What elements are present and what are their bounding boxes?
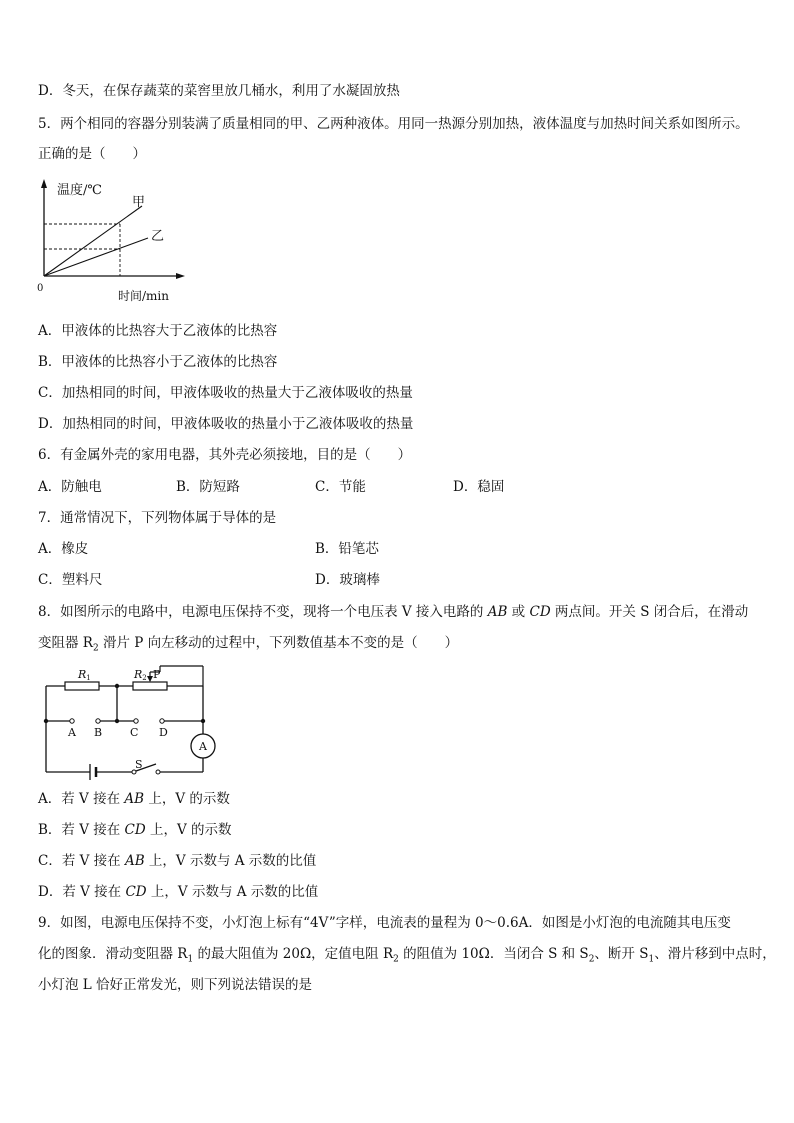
- q9-l2-b: 的最大阻值为 20Ω，定值电阻 R: [193, 946, 394, 962]
- line-yi: [44, 238, 148, 276]
- label-b: B: [94, 726, 103, 739]
- y-axis-label: 温度/℃: [57, 183, 102, 198]
- q4-option-d: D．冬天，在保存蔬菜的菜窖里放几桶水，利用了水凝固放热: [38, 83, 400, 99]
- label-p: P: [153, 668, 161, 681]
- q7-option-a: A．橡皮: [38, 541, 89, 557]
- q9-stem-line1: 9．如图，电源电压保持不变，小灯泡上标有“4V”字样，电流表的量程为 0～0.6A．如图是小灯泡的电流随其电压变: [38, 915, 731, 931]
- label-r1: R1: [78, 668, 91, 682]
- label-ammeter: A: [199, 740, 207, 753]
- label-a: A: [68, 726, 76, 739]
- label-switch: S: [135, 758, 143, 771]
- q8-circuit-diagram: [38, 664, 228, 780]
- q9-l2-sub2: 2: [393, 954, 399, 965]
- q8-stem2-text-b: 滑片 P 向左移动的过程中，下列数值基本不变的是（ ）: [98, 635, 459, 651]
- q8-opt-b-text1: B．若 V 接在: [38, 822, 125, 838]
- q8-opt-d-var: CD: [125, 884, 147, 900]
- q7-option-c: C．塑料尺: [38, 572, 103, 588]
- q8-stem-line1: [38, 602, 748, 622]
- label-jia: 甲: [132, 195, 146, 210]
- q5-temperature-time-graph: [30, 176, 190, 306]
- q8-opt-c-text1: C．若 V 接在: [38, 853, 125, 869]
- q8-stem-text-c: 两点间。开关 S 闭合后，在滑动: [550, 604, 749, 620]
- q8-option-d: [38, 882, 318, 902]
- label-c: C: [130, 726, 139, 739]
- q9-l2-a: 化的图象．滑动变阻器 R: [38, 946, 188, 962]
- q7-option-b: B．铅笔芯: [315, 541, 379, 557]
- q8-opt-b-var: CD: [124, 822, 146, 838]
- origin-label: 0: [37, 283, 44, 294]
- q7-stem: 7．通常情况下，下列物体属于导体的是: [38, 510, 277, 526]
- terminal-b: [96, 719, 100, 723]
- q9-l2-sub4: 1: [648, 954, 655, 965]
- q8-opt-a-text1: A．若 V 接在: [38, 791, 125, 807]
- label-d: D: [159, 726, 168, 739]
- q5-stem-line1: 5．两个相同的容器分别装满了质量相同的甲、乙两种液体。用同一热源分别加热，液体温度与加热时间关系如图所示。: [38, 116, 749, 132]
- terminal-a: [70, 719, 74, 723]
- switch-contact: [156, 770, 160, 774]
- q9-l2-e: 、滑片移到中点时，: [654, 946, 776, 962]
- x-axis-label: 时间/min: [118, 289, 169, 303]
- q8-stem-ab: AB: [487, 604, 508, 620]
- q9-l2-d: 、断开 S: [594, 946, 649, 962]
- q8-opt-d-text2: 上，V 示数与 A 示数的比值: [146, 884, 319, 900]
- q8-stem2-subscript: 2: [92, 643, 99, 654]
- q5-option-a: A．甲液体的比热容大于乙液体的比热容: [38, 323, 278, 339]
- q8-option-c: [38, 851, 316, 871]
- y-axis-arrow: [41, 179, 47, 188]
- terminal-d: [160, 719, 164, 723]
- q8-stem-line2: [38, 633, 458, 659]
- q6-option-d: D．稳固: [453, 479, 505, 495]
- q6-option-c: C．节能: [315, 479, 366, 495]
- junction-dot-mid: [115, 719, 119, 723]
- x-axis-arrow: [176, 273, 185, 279]
- resistor-r1: [65, 682, 99, 690]
- q5-option-c: C．加热相同的时间，甲液体吸收的热量大于乙液体吸收的热量: [38, 385, 413, 401]
- q8-opt-b-text2: 上，V 的示数: [145, 822, 232, 838]
- q8-opt-a-text2: 上，V 的示数: [144, 791, 230, 807]
- line-jia: [44, 206, 142, 276]
- q8-stem-text-b: 或: [507, 604, 530, 620]
- junction-dot-left: [44, 719, 48, 723]
- q8-stem-text-a: 8．如图所示的电路中，电源电压保持不变，现将一个电压表 V 接入电路的: [38, 604, 488, 620]
- q7-option-d: D．玻璃棒: [315, 572, 380, 588]
- resistor-r2: [133, 682, 167, 690]
- label-r2: R2: [134, 668, 147, 682]
- q8-stem-cd: CD: [529, 604, 551, 620]
- q9-stem-line3: 小灯泡 L 恰好正常发光，则下列说法错误的是: [38, 977, 313, 993]
- q5-stem-line2: 正确的是（ ）: [38, 146, 146, 162]
- q8-option-b: [38, 820, 232, 840]
- q8-opt-c-text2: 上，V 示数与 A 示数的比值: [144, 853, 317, 869]
- q9-l2-sub3: 2: [588, 954, 595, 965]
- q5-option-d: D．加热相同的时间，甲液体吸收的热量小于乙液体吸收的热量: [38, 416, 414, 432]
- q9-stem-line2: [38, 944, 776, 970]
- q6-stem: 6．有金属外壳的家用电器，其外壳必须接地，目的是（ ）: [38, 447, 412, 463]
- label-yi: 乙: [151, 229, 165, 244]
- q8-stem2-text-a: 变阻器 R: [38, 635, 93, 651]
- q6-option-b: B．防短路: [176, 479, 240, 495]
- q6-option-a: A．防触电: [38, 479, 102, 495]
- q5-option-b: B．甲液体的比热容小于乙液体的比热容: [38, 354, 278, 370]
- q8-opt-c-var: AB: [124, 853, 145, 869]
- q8-option-a: [38, 789, 230, 809]
- q8-opt-a-var: AB: [124, 791, 145, 807]
- terminal-c: [134, 719, 138, 723]
- q8-opt-d-text1: D．若 V 接在: [38, 884, 126, 900]
- junction-dot-top: [115, 684, 119, 688]
- q9-l2-sub1: 1: [187, 954, 194, 965]
- q9-l2-c: 的阻值为 10Ω．当闭合 S 和 S: [398, 946, 589, 962]
